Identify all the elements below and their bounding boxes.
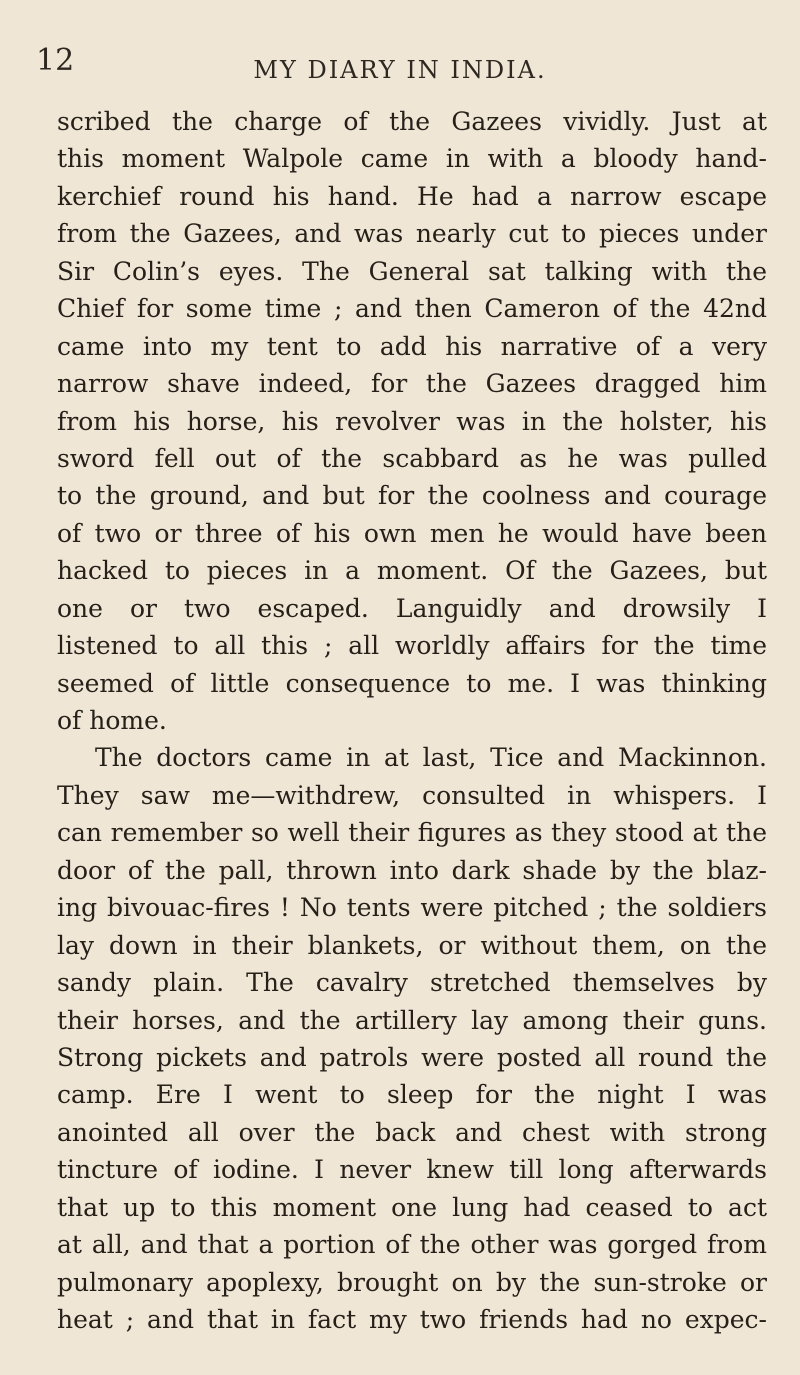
text-line: sword fell out of the scabbard as he was pulled [57,443,767,473]
text-line: tincture of iodine. I never knew till long afterwards [57,1155,767,1185]
text-line: of two or three of his own men he would have been [57,518,767,548]
body-text [57,103,767,1338]
text-line: one or two escaped. Languidly and drowsily I [57,593,767,623]
text-line: from the Gazees, and was nearly cut to pieces under [57,219,767,249]
text-line: came into my tent to add his narrative of a very [57,331,767,361]
text-line: at all, and that a portion of the other was gorged from [57,1230,767,1260]
text-line: listened to all this ; all worldly affairs for the time [57,631,767,661]
text-line: door of the pall, thrown into dark shade by the blaz- [57,855,767,885]
text-line: seemed of little consequence to me. I was thinking [57,668,767,698]
text-line: ing bivouac-fires ! No tents were pitched ; the soldiers [57,893,767,923]
text-line: their horses, and the artillery lay among their guns. [57,1005,767,1035]
text-line: that up to this moment one lung had ceased to act [57,1192,767,1222]
text-line: scribed the charge of the Gazees vividly. Just at [57,107,767,136]
text-line: pulmonary apoplexy, brought on by the sun-stroke or [57,1267,767,1297]
text-line: can remember so well their figures as they stood at the [57,818,767,848]
text-line: of home. [57,706,167,735]
text-line: sandy plain. The cavalry stretched themselves by [57,968,767,998]
text-line: to the ground, and but for the coolness and courage [57,481,767,511]
text-line: Sir Colin’s eyes. The General sat talking with the [57,256,767,286]
running-title: MY DIARY IN INDIA. [253,56,547,84]
text-line: The doctors came in at last, Tice and Mackinnon. [95,743,767,773]
text-line: hacked to pieces in a moment. Of the Gazees, but [57,556,767,586]
text-line: this moment Walpole came in with a bloody hand- [57,144,767,174]
text-line: camp. Ere I went to sleep for the night I was [57,1080,767,1110]
text-line: Chief for some time ; and then Cameron of the 42nd [57,294,767,324]
text-line: kerchief round his hand. He had a narrow escape [57,181,767,211]
text-line: from his horse, his revolver was in the holster, his [57,406,767,436]
text-line: Strong pickets and patrols were posted all round the [57,1042,767,1072]
page-number: 12 [36,43,75,78]
text-line: lay down in their blankets, or without them, on the [57,930,767,960]
text-line: narrow shave indeed, for the Gazees dragged him [57,369,767,399]
text-line: heat ; and that in fact my two friends had no expec- [57,1305,767,1334]
text-line: They saw me—withdrew, consulted in whispers. I [57,780,767,810]
text-line: anointed all over the back and chest with strong [57,1117,767,1147]
